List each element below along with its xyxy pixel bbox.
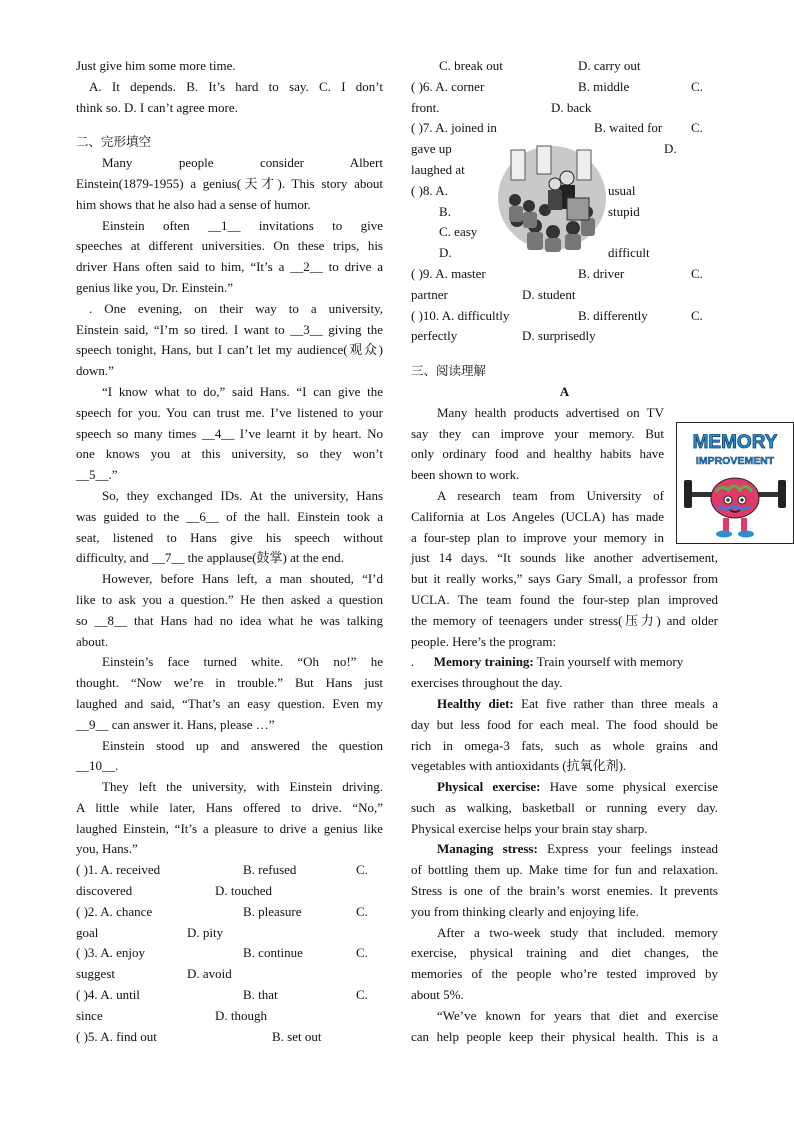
option-row <box>76 1006 383 1027</box>
item-text: Train yourself with memory <box>533 654 684 670</box>
option-text: ( )1. A. received <box>76 862 161 878</box>
passage-label: A <box>559 383 570 399</box>
cloze-story <box>76 153 383 860</box>
option-row <box>76 985 383 1006</box>
option-text: ( )4. A. until <box>76 987 140 1003</box>
text-line: been shown to work. <box>411 467 520 483</box>
story-line: genius like you, Dr. Einstein.” <box>76 279 234 295</box>
story-line: Einstein often __1__ invitations to give <box>102 217 383 233</box>
program-item-body <box>411 798 718 840</box>
option-text: ( )9. A. master <box>411 265 486 281</box>
option-text: ( )8. A. <box>411 182 448 198</box>
intro-lines <box>76 56 383 118</box>
option-text: suggest <box>76 966 115 982</box>
section-title-reading: 三、阅读理解 <box>411 363 487 379</box>
option-text: goal <box>76 924 99 940</box>
option-text: C. <box>691 120 703 136</box>
option-row <box>411 118 718 139</box>
bullet: . <box>411 654 434 670</box>
option-row <box>76 902 383 923</box>
option-row <box>76 860 383 881</box>
story-line: difficulty, and __7__ the applause(鼓掌) at the end. <box>76 550 344 566</box>
passage-paragraph <box>411 548 718 652</box>
intro-line: Just give him some more time. <box>76 58 236 73</box>
cloze-options <box>76 860 383 1026</box>
story-line: speech tonight, Hans, but I can’t let my audience(观众) <box>76 342 383 358</box>
option-text: D. <box>664 141 677 157</box>
story-line: so __8__ that Hans had no idea what he was talking <box>76 612 383 628</box>
option-text: perfectly <box>411 328 458 344</box>
text-line: just 14 days. “It sounds like another advertisement, <box>411 550 718 566</box>
option-text: D. touched <box>215 883 273 899</box>
option-text: ( )10. A. difficultly <box>411 307 510 323</box>
option-text: front. <box>411 99 440 115</box>
option-text: ( )7. A. joined in <box>411 120 497 136</box>
option-text: discovered <box>76 883 133 899</box>
option-row <box>411 285 718 306</box>
text-line: people. Here’s the program: <box>411 633 557 649</box>
item-label: Physical exercise: <box>437 779 541 795</box>
text-line: Physical exercise helps your brain stay sharp. <box>411 820 648 836</box>
story-line: __9__ can answer it. Hans, please …” <box>76 716 275 732</box>
story-line: . One evening, on their way to a university, <box>89 300 383 316</box>
text-line: of bottling them up. Make time for fun and relaxation. <box>411 862 718 878</box>
item-text: Express your feelings instead <box>537 841 718 857</box>
option-text: B. driver <box>578 265 625 281</box>
option-text: difficult <box>608 245 650 261</box>
text-line: exercise, physical training and diet changes, the <box>411 945 718 961</box>
story-line: driver Hans often said to him, “It’s a __2__ to drive a <box>76 259 383 275</box>
option-row <box>411 98 718 119</box>
text-line: only ordinary food and healthy habits have <box>411 446 664 462</box>
story-line: him shows that he also had a sense of humor. <box>76 196 311 212</box>
option-text: gave up <box>411 141 452 157</box>
story-line: down.” <box>76 363 114 379</box>
passage-paragraph <box>411 923 718 1048</box>
option-text: C. <box>356 987 368 1003</box>
option-text: laughed at <box>411 161 465 177</box>
intro-line: think so. D. I can’t agree more. <box>76 99 238 115</box>
left-column <box>76 56 383 1047</box>
einstein-lecture-illustration <box>497 140 607 252</box>
option-row <box>76 943 383 964</box>
option-text: B. differently <box>578 307 648 323</box>
option-text: B. that <box>243 987 278 1003</box>
option-text: ( )5. A. find out <box>76 1028 157 1044</box>
option-text: B. set out <box>272 1028 322 1044</box>
story-line: Einstein stood up and answered the question <box>102 737 383 753</box>
story-line: Einstein(1879-1955) a genius(天才). This story about <box>76 175 383 191</box>
text-line: say they can improve your memory. But <box>411 425 664 441</box>
text-line: rich in omega-3 fats, such as whole grains and <box>411 737 718 753</box>
program-item-body <box>411 860 718 922</box>
story-line: you, Hans.” <box>76 841 138 857</box>
story-line: laughed Einstein, “It’s a pleasure to drive a genius like <box>76 820 383 836</box>
option-row <box>411 326 718 347</box>
story-line: __5__.” <box>76 467 118 483</box>
section-title-cloze: 二、完形填空 <box>76 134 152 150</box>
text-line: but it really works,” says Gary Small, a professor from <box>411 571 718 587</box>
item-label: Healthy diet: <box>437 695 514 711</box>
text-line: about 5%. <box>411 987 464 1003</box>
program-item-body <box>411 715 718 777</box>
option-text: D. <box>439 245 452 261</box>
text-line: the memory of teenagers under stress(压力) and older <box>411 612 718 628</box>
story-line: speech so many times __4__ I’ve learnt it by heart. No <box>76 425 383 441</box>
option-text: B. continue <box>243 945 303 961</box>
text-line: such as walking, basketball or running every day. <box>411 799 718 815</box>
option-text: D. though <box>215 1007 267 1023</box>
option-text: D. student <box>522 286 576 302</box>
option-text: B. refused <box>243 862 297 878</box>
text-line: After a two-week study that included. memory <box>437 924 718 940</box>
story-line: “I know what to do,” said Hans. “I can give the <box>102 383 383 399</box>
story-line: Einstein’s face turned white. “Oh no!” he <box>102 654 383 670</box>
option-text: C. <box>691 78 703 94</box>
option-text: B. pleasure <box>243 903 302 919</box>
option-text: C. break out <box>439 58 503 73</box>
text-line: exercises throughout the day. <box>411 675 563 691</box>
story-line: __10__. <box>76 758 119 774</box>
story-line: laughed and said, “That’s an easy question. Even my <box>76 695 383 711</box>
option-text: D. surprisedly <box>522 328 596 344</box>
story-line: However, before Hans left, a man shouted, “I’d <box>102 571 383 587</box>
option-text: D. avoid <box>187 966 232 982</box>
text-line: day but less food for each meal. The food should be <box>411 716 718 732</box>
item-text: Have some physical exercise <box>540 779 718 795</box>
option-row <box>411 77 718 98</box>
story-line: one knows you at this university, so they won’t <box>76 446 383 462</box>
option-text: ( )6. A. corner <box>411 78 485 94</box>
story-line: thought. “Now we’re in trouble.” But Hans just <box>76 675 383 691</box>
program-item-memory-training <box>411 652 718 673</box>
text-line: you from thinking clearly and enjoying life. <box>411 903 639 919</box>
option-text: D. back <box>551 99 592 115</box>
program-item-physical-exercise <box>411 777 718 798</box>
story-line: about. <box>76 633 109 649</box>
text-line: “We’ve known for years that diet and exercise <box>437 1007 718 1023</box>
text-line: memories of the people who’re tested improved by <box>411 966 718 982</box>
option-text: C. <box>356 862 368 878</box>
option-row <box>411 306 718 327</box>
option-text: C. easy <box>439 224 478 240</box>
item-text: Eat five rather than three meals a <box>513 695 718 711</box>
option-text: ( )2. A. chance <box>76 903 153 919</box>
option-text: B. middle <box>578 78 630 94</box>
logo-title: MEMORY <box>692 432 778 453</box>
story-line: Einstein said, “I’m so tired. I want to __3__ giving the <box>76 321 383 337</box>
item-label: Memory training: <box>433 654 534 670</box>
option-text: C. <box>356 945 368 961</box>
option-row <box>76 881 383 902</box>
option-row <box>76 923 383 944</box>
story-line: like to ask you a question.” He then asked a question <box>76 591 383 607</box>
text-line: Many health products advertised on TV <box>437 404 664 420</box>
option-text: C. <box>691 265 703 281</box>
option-text: D. pity <box>187 924 224 940</box>
option-text: ( )3. A. enjoy <box>76 945 145 961</box>
story-line: Many people consider Albert <box>102 155 383 171</box>
option-text: since <box>76 1007 103 1023</box>
option-text: B. <box>439 203 451 219</box>
option-row <box>76 964 383 985</box>
intro-line: A. It depends. B. It’s hard to say. C. I don’t <box>89 78 383 94</box>
option-text: C. <box>691 307 703 323</box>
story-line: They left the university, with Einstein driving. <box>102 779 383 795</box>
program-item-healthy-diet <box>411 694 718 715</box>
memory-improvement-logo <box>676 422 794 544</box>
option-text: D. carry out <box>578 58 641 73</box>
option-row <box>76 1027 383 1048</box>
text-line: can help people keep their physical health. This is a <box>411 1028 718 1044</box>
option-text: partner <box>411 286 448 302</box>
option-row <box>411 56 718 77</box>
item-label: Managing stress: <box>437 841 538 857</box>
story-line: A little while later, Hans offered to drive. “No,” <box>76 799 383 815</box>
story-line: So, they exchanged IDs. At the university, Hans <box>102 487 383 503</box>
text-line: vegetables with antioxidants (抗氧化剂). <box>411 758 627 774</box>
text-line: Stress is one of the brain’s worst enemies. It prevents <box>411 883 718 899</box>
option-text: stupid <box>608 203 640 219</box>
option-text: C. <box>356 903 368 919</box>
option-text: B. waited for <box>594 120 663 136</box>
story-line: was guided to the __6__ of the hall. Einstein took a <box>76 508 383 524</box>
text-line: UCLA. The team found the four-step plan improved <box>411 591 718 607</box>
text-line: a four-step plan to improve your memory in <box>411 529 664 545</box>
option-row <box>411 264 718 285</box>
story-line: seat, listened to Hans give his speech without <box>76 529 383 545</box>
passage-paragraph <box>411 403 664 549</box>
text-line: A research team from University of <box>437 487 664 503</box>
story-line: speeches at different universities. On these trips, his <box>76 238 383 254</box>
option-text: usual <box>608 182 636 198</box>
story-line: speech for you. You can trust me. I’ve listened to your <box>76 404 383 420</box>
program-item-managing-stress <box>411 839 718 860</box>
logo-subtitle: IMPROVEMENT <box>695 455 775 467</box>
text-line: California at Los Angeles (UCLA) has made <box>411 508 664 524</box>
